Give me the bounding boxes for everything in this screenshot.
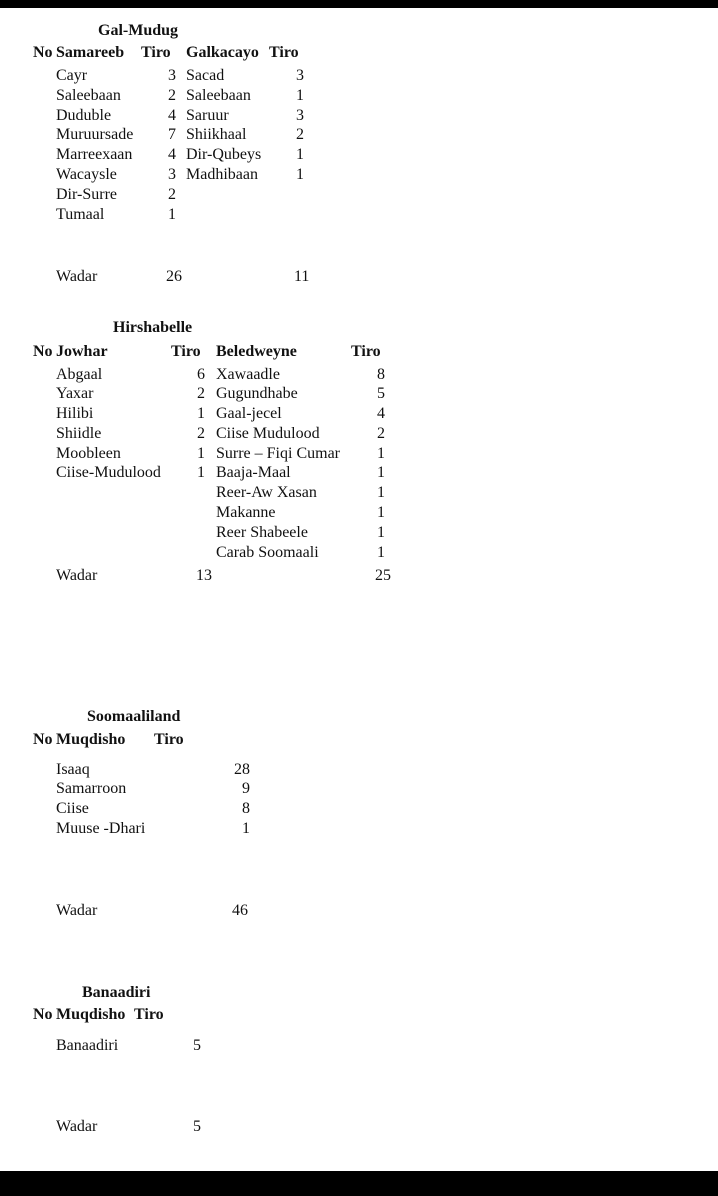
clan-name: Cayr [56,67,88,84]
clan-name: Saruur [186,107,229,124]
clan-count: 7 [168,126,176,143]
clan-count: 6 [197,366,205,383]
clan-count: 1 [377,445,385,462]
total-value: 26 [166,268,182,285]
header-col1: Samareeb [56,44,125,61]
clan-name: Banaadiri [56,1037,119,1054]
section-title: Gal-Mudug [98,22,179,39]
clan-count: 1 [197,445,205,462]
clan-name: Moobleen [56,445,121,462]
clan-count: 1 [377,524,385,541]
total-value: 25 [375,567,391,584]
clan-name: Reer-Aw Xasan [216,484,317,501]
clan-count: 1 [296,87,304,104]
clan-count: 28 [234,761,250,778]
header-col1: Muqdisho [56,731,126,748]
clan-count: 2 [197,385,205,402]
section-title: Soomaaliland [87,708,181,725]
header-col2: Galkacayo [186,44,259,61]
clan-count: 3 [168,67,176,84]
clan-name: Shiikhaal [186,126,247,143]
clan-count: 2 [168,186,176,203]
clan-name: Saleebaan [56,87,121,104]
clan-name: Abgaal [56,366,103,383]
section-title: Hirshabelle [113,319,193,336]
clan-count: 1 [377,464,385,481]
clan-count: 9 [242,780,250,797]
total-value: 13 [196,567,212,584]
clan-name: Gugundhabe [216,385,298,402]
clan-count: 4 [377,405,385,422]
clan-name: Tumaal [56,206,105,223]
clan-count: 1 [197,464,205,481]
header-no: No [33,731,53,748]
total-label: Wadar [56,902,98,919]
clan-name: Ciise Mudulood [216,425,320,442]
clan-name: Wacaysle [56,166,117,183]
header-no: No [33,1006,53,1023]
clan-name: Ciise [56,800,89,817]
total-label: Wadar [56,567,98,584]
bottom-bar [0,1171,718,1196]
total-value: 5 [193,1118,201,1135]
clan-count: 1 [377,544,385,561]
header-col1: Jowhar [56,343,108,360]
clan-name: Carab Soomaali [216,544,319,561]
clan-name: Ciise-Mudulood [56,464,161,481]
clan-name: Duduble [56,107,112,124]
clan-count: 4 [168,107,176,124]
total-label: Wadar [56,268,98,285]
section-title: Banaadiri [82,984,151,1001]
clan-name: Muuse -Dhari [56,820,146,837]
clan-count: 2 [197,425,205,442]
clan-count: 2 [377,425,385,442]
clan-count: 2 [296,126,304,143]
header-no: No [33,343,53,360]
clan-count: 8 [242,800,250,817]
clan-name: Sacad [186,67,225,84]
clan-count: 8 [377,366,385,383]
clan-name: Makanne [216,504,276,521]
clan-count: 4 [168,146,176,163]
clan-name: Gaal-jecel [216,405,282,422]
clan-name: Saleebaan [186,87,251,104]
clan-count: 1 [296,166,304,183]
clan-name: Samarroon [56,780,127,797]
header-tiro1: Tiro [154,731,184,748]
clan-name: Dir-Qubeys [186,146,262,163]
clan-name: Hilibi [56,405,94,422]
top-bar [0,0,718,8]
header-col1: Muqdisho [56,1006,126,1023]
header-tiro2: Tiro [269,44,299,61]
clan-count: 1 [377,504,385,521]
clan-count: 2 [168,87,176,104]
clan-name: Reer Shabeele [216,524,308,541]
clan-name: Marreexaan [56,146,133,163]
total-value: 11 [294,268,310,285]
clan-name: Baaja-Maal [216,464,291,481]
clan-name: Surre – Fiqi Cumar [216,445,340,462]
clan-count: 1 [242,820,250,837]
clan-count: 1 [168,206,176,223]
header-tiro1: Tiro [171,343,201,360]
clan-name: Isaaq [56,761,90,778]
clan-name: Muruursade [56,126,134,143]
clan-count: 1 [197,405,205,422]
total-value: 46 [232,902,248,919]
header-tiro2: Tiro [351,343,381,360]
header-tiro1: Tiro [141,44,171,61]
clan-count: 3 [168,166,176,183]
clan-count: 1 [296,146,304,163]
clan-count: 5 [193,1037,201,1054]
clan-count: 1 [377,484,385,501]
clan-name: Xawaadle [216,366,280,383]
header-no: No [33,44,53,61]
clan-name: Dir-Surre [56,186,117,203]
header-col2: Beledweyne [216,343,297,360]
clan-count: 3 [296,107,304,124]
clan-name: Madhibaan [186,166,258,183]
clan-name: Yaxar [56,385,94,402]
clan-name: Shiidle [56,425,102,442]
clan-count: 3 [296,67,304,84]
total-label: Wadar [56,1118,98,1135]
clan-count: 5 [377,385,385,402]
header-tiro1: Tiro [134,1006,164,1023]
